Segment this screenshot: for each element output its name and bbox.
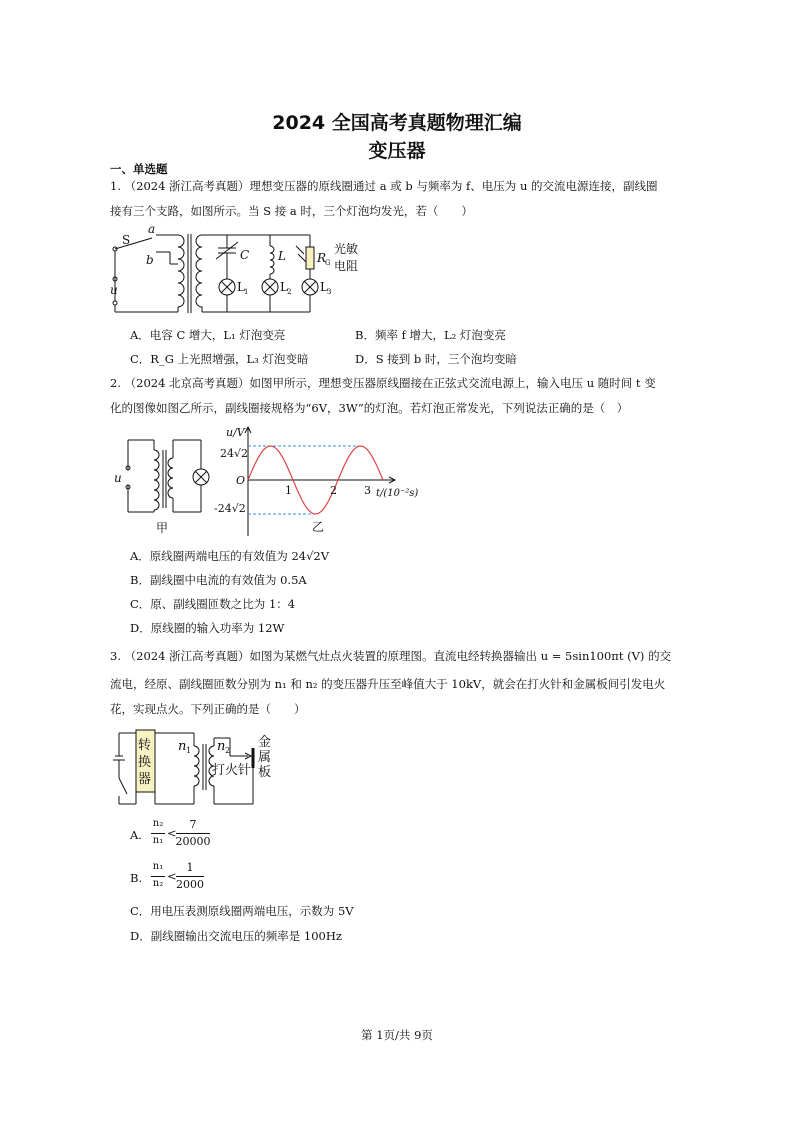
- q3-stem-line2: 流电，经原、副线圈匝数分别为 n₁ 和 n₂ 的变压器升压至峰值大于 10kV，就会在打火针和金属板间引发电火: [110, 677, 666, 691]
- q2-label-yi: 乙: [312, 520, 325, 534]
- q2-sine-chart: [214, 424, 420, 544]
- section-heading: 一、单选题: [110, 162, 168, 176]
- q2-origin-label: O: [236, 474, 246, 487]
- q3-label-n1-sub: 1: [186, 746, 192, 755]
- q3-a-ratio-bar: [151, 833, 165, 834]
- q3-label-needle: 打火针: [212, 763, 252, 778]
- q1-label-a: a: [148, 222, 156, 236]
- q3-a-ratio-den: n₁: [152, 835, 164, 846]
- q3-label-n1: n: [178, 739, 187, 754]
- q2-option-b[interactable]: B．副线圈中电流的有效值为 0.5A: [130, 573, 307, 587]
- q2-xtick-2: 2: [330, 484, 337, 497]
- q3-label-plate-3: 板: [258, 765, 272, 780]
- q2-stem-line1: 2. （2024 北京高考真题）如图甲所示，理想变压器原线圈接在正弦式交流电源上，输入电压 u 随时间 t 变: [110, 376, 656, 390]
- q2-option-c[interactable]: C．原、副线圈匝数之比为 1：4: [130, 597, 296, 611]
- q1-option-d[interactable]: D．S 接到 b 时，三个泡均变暗: [355, 352, 517, 366]
- page-subtitle: 变压器: [368, 140, 426, 162]
- q1-label-l3: L: [320, 280, 328, 294]
- q3-b-ratio-num: n₁: [152, 861, 164, 872]
- q1-label-rg: R: [317, 251, 327, 265]
- page-title: 2024 全国高考真题物理汇编: [272, 112, 522, 134]
- q2-xtick-3: 3: [364, 484, 371, 497]
- q3-stem-line3: 花，实现点火。下列正确的是（ ）: [110, 702, 306, 716]
- q2-xtick-1: 1: [285, 484, 292, 497]
- q1-label-l: L: [278, 249, 286, 263]
- q3-a-value-den: 20000: [175, 835, 211, 848]
- q1-label-l2-sub: 2: [287, 288, 292, 296]
- q2-ytick-top: 24√2: [220, 447, 249, 460]
- q2-option-d[interactable]: D．原线圈的输入功率为 12W: [130, 621, 285, 635]
- q3-a-value-bar: [176, 833, 210, 834]
- q3-converter-char2: 换: [138, 755, 152, 770]
- q2-x-axis-label: t/(10⁻²s): [376, 488, 419, 499]
- page-footer: 第 1页/共 9页: [361, 1028, 433, 1042]
- q3-b-ratio-bar: [151, 876, 165, 877]
- q1-label-l3-sub: 3: [327, 288, 332, 296]
- q3-option-a-label: A.: [130, 828, 142, 842]
- q3-b-value-bar: [176, 876, 204, 877]
- q1-label-c: C: [240, 248, 250, 262]
- q2-y-axis-label: u/V: [226, 426, 245, 439]
- q3-option-b-label: B.: [130, 871, 143, 885]
- q3-b-value-den: 2000: [176, 878, 204, 891]
- q1-label-l2: L: [280, 280, 288, 294]
- q2-circuit-figure: [112, 430, 222, 540]
- q3-stem-line1: 3. （2024 浙江高考真题）如图为某燃气灶点火装置的原理图。直流电经转换器输出 u = 5sin100πt (V) 的交: [110, 649, 672, 663]
- q1-option-a[interactable]: A．电容 C 增大，L₁ 灯泡变亮: [130, 328, 286, 342]
- q3-option-c[interactable]: C．用电压表测原线圈两端电压，示数为 5V: [130, 904, 354, 918]
- q3-label-n2-sub: 2: [225, 746, 231, 755]
- q2-stem-line2: 化的图像如图乙所示，副线圈接规格为“6V，3W”的灯泡。若灯泡正常发光，下列说法正确的是（ ）: [110, 401, 629, 415]
- q1-option-b[interactable]: B．频率 f 增大，L₂ 灯泡变亮: [355, 328, 506, 342]
- q1-label-photo-1: 光敏: [334, 242, 359, 256]
- q1-label-rg-sub: G: [325, 259, 331, 267]
- q3-label-n2: n: [217, 739, 226, 754]
- q3-b-less-than: <: [167, 869, 177, 883]
- q1-circuit-figure: [110, 222, 370, 317]
- q3-b-ratio-den: n₂: [152, 878, 164, 889]
- q1-label-u: u: [110, 283, 118, 297]
- q3-a-value-num: 7: [189, 818, 197, 831]
- q1-label-l1: L: [237, 280, 245, 294]
- q2-ytick-bottom: -24√2: [214, 502, 246, 515]
- q3-b-value-num: 1: [186, 861, 194, 874]
- q3-ignition-figure: [110, 728, 285, 810]
- q3-label-plate-2: 属: [258, 750, 272, 765]
- q3-option-d[interactable]: D．副线圈输出交流电压的频率是 100Hz: [130, 929, 342, 943]
- q1-label-l1-sub: 1: [244, 288, 249, 296]
- q3-label-plate-1: 金: [258, 735, 272, 750]
- q3-a-ratio-num: n₂: [152, 818, 164, 829]
- q1-label-photo-2: 电阻: [334, 259, 359, 273]
- q1-label-s: S: [122, 233, 131, 247]
- q1-label-b: b: [146, 253, 154, 267]
- q2-option-a[interactable]: A．原线圈两端电压的有效值为 24√2V: [130, 549, 330, 563]
- q1-stem-line1: 1. （2024 浙江高考真题）理想变压器的原线圈通过 a 或 b 与频率为 f、电压为 u 的交流电源连接，副线圈: [110, 179, 658, 193]
- q2-label-u: u: [114, 471, 122, 485]
- q3-converter-char3: 器: [138, 772, 152, 787]
- q3-a-less-than: <: [167, 826, 177, 840]
- q1-stem-line2: 接有三个支路，如图所示。当 S 接 a 时，三个灯泡均发光，若（ ）: [110, 204, 473, 218]
- q1-option-c[interactable]: C．R_G 上光照增强，L₃ 灯泡变暗: [130, 352, 309, 366]
- q3-converter-char1: 转: [138, 738, 152, 753]
- q2-label-jia: 甲: [156, 521, 169, 535]
